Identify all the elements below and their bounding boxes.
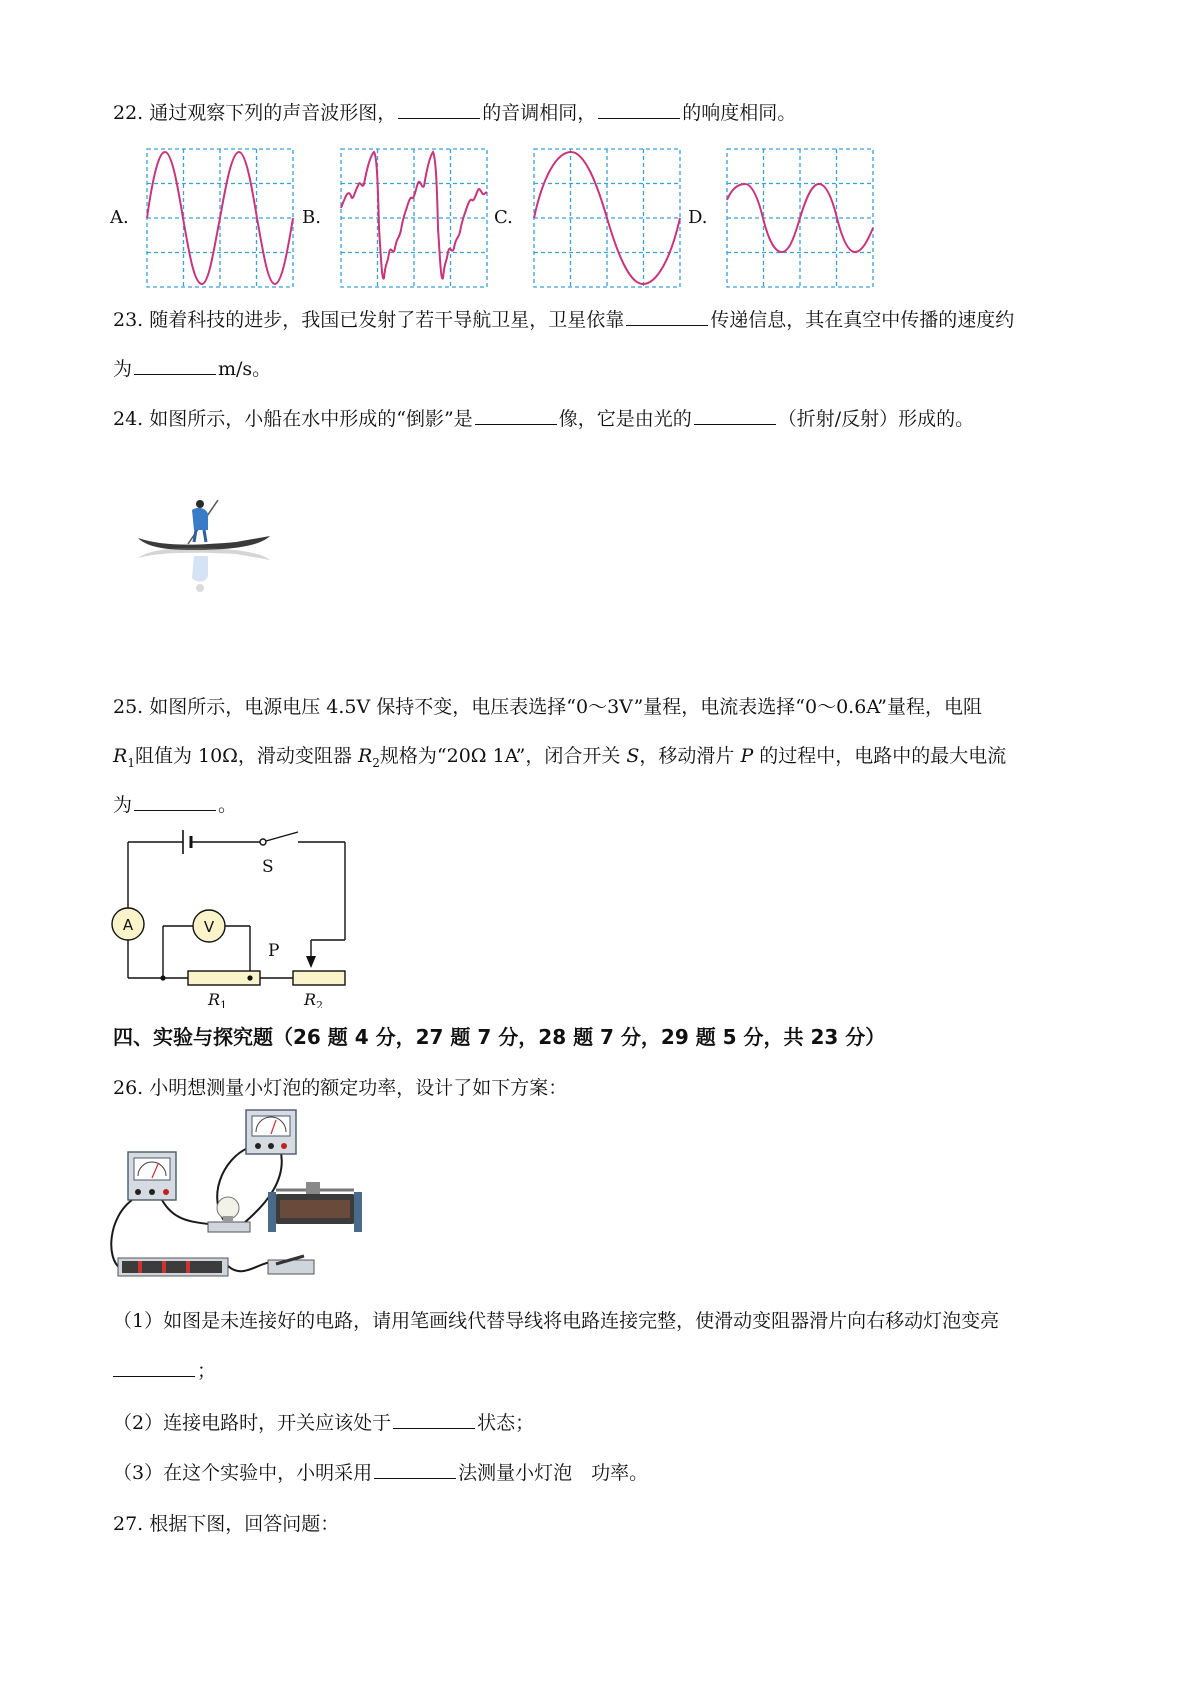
boat-reflection-figure [132, 492, 272, 602]
q22-suffix: 的响度相同。 [682, 102, 797, 124]
q24-blank-1[interactable] [475, 406, 557, 425]
q26-stem: 26. 小明想测量小灯泡的额定功率，设计了如下方案： [113, 1077, 568, 1099]
ammeter-device [128, 1152, 176, 1200]
slider-label: P [268, 941, 280, 961]
q26-part-1-answer [113, 1358, 216, 1384]
q22-option-c-label: C. [494, 207, 513, 228]
q25-line3-suffix: 。 [218, 794, 238, 816]
r1-label-sub: 1 [220, 999, 228, 1008]
circuit-diagram [108, 828, 358, 1008]
q22-option-a-label: A. [110, 207, 129, 228]
q22-prefix: 22. 通过观察下列的声音波形图， [113, 102, 397, 124]
boatman-head [196, 500, 204, 508]
q27-stem: 27. 根据下图，回答问题： [113, 1513, 340, 1535]
waveform-c [533, 148, 681, 288]
q26-blank-2[interactable] [393, 1410, 475, 1429]
r1-label: R [208, 990, 221, 1008]
q25-slider-symbol: P [740, 745, 754, 767]
svg-text:R1 [207, 990, 227, 1008]
knife-switch [268, 1256, 314, 1274]
q23-line1-suffix: 传递信息，其在真空中传播的速度约 [710, 309, 1015, 331]
rheostat-device [268, 1182, 362, 1232]
q25-r1-symbol: R [113, 745, 128, 767]
q24-stem [113, 406, 974, 432]
q22-blank-2[interactable] [598, 100, 680, 119]
q22-middle: 的音调相同， [482, 102, 597, 124]
ammeter-label: A [122, 916, 134, 934]
q24-prefix: 24. 如图所示，小船在水中形成的“倒影”是 [113, 408, 473, 430]
section-4-heading: 四、实验与探究题（26 题 4 分，27 题 7 分，28 题 7 分，29 题 5 分，共 23 分） [113, 1025, 886, 1049]
q25-line-1: 25. 如图所示，电源电压 4.5V 保持不变，电压表选择“0～3V”量程，电流表选择“0～0.6A”量程，电阻 [113, 696, 982, 718]
q25-line2-c: ，移动滑片 [639, 745, 741, 767]
q26-part-1-end: ； [197, 1360, 217, 1382]
q25-line2-b: 规格为“20Ω 1A”，闭合开关 [379, 745, 627, 767]
q23-line-2 [113, 356, 271, 382]
q26-blank-1[interactable] [113, 1358, 195, 1377]
waveform-b [340, 148, 488, 288]
q22-blank-1[interactable] [398, 100, 480, 119]
q26-p3-prefix: （3）在这个实验中，小明采用 [113, 1462, 373, 1484]
q25-r1-subscript: 1 [127, 755, 135, 770]
waveform-a [146, 148, 294, 288]
switch-label: S [262, 857, 274, 877]
switch-blade [266, 832, 298, 841]
q23-line2-prefix: 为 [113, 358, 133, 380]
experiment-apparatus-figure [108, 1108, 398, 1278]
q26-p2-suffix: 状态； [477, 1412, 535, 1434]
q23-line-1 [113, 307, 1014, 333]
slider-arrow [306, 956, 316, 968]
waveform-d [726, 148, 874, 288]
r2-label: R [304, 990, 317, 1008]
q23-line1-prefix: 23. 随着科技的进步，我国已发射了若干导航卫星，卫星依靠 [113, 309, 625, 331]
q25-blank[interactable] [134, 792, 216, 811]
q26-part-1: （1）如图是未连接好的电路，请用笔画线代替导线将电路连接完整，使滑动变阻器滑片向右移动灯泡变亮 [113, 1310, 1000, 1332]
q22-stem [113, 100, 796, 126]
q25-line-3 [113, 792, 237, 818]
svg-text:R2 [303, 990, 323, 1008]
q26-p3-suffix: 法测量小灯泡 功率。 [458, 1462, 649, 1484]
q23-blank-1[interactable] [626, 307, 708, 326]
r2-label-sub: 2 [316, 999, 324, 1008]
q26-blank-3[interactable] [374, 1460, 456, 1479]
q26-part-2 [113, 1410, 534, 1436]
q23-blank-2[interactable] [134, 356, 216, 375]
battery-pack [118, 1258, 228, 1276]
q25-switch-symbol: S [626, 745, 640, 767]
q24-blank-2[interactable] [694, 406, 776, 425]
q25-line2-d: 的过程中，电路中的最大电流 [753, 745, 1007, 767]
q24-suffix: （折射/反射）形成的。 [777, 408, 975, 430]
rheostat-r2 [293, 971, 345, 985]
q22-option-d-label: D. [688, 207, 708, 228]
switch-pivot [260, 839, 266, 845]
q25-r2-subscript: 2 [372, 755, 380, 770]
q26-p2-prefix: （2）连接电路时，开关应该处于 [113, 1412, 392, 1434]
q26-part-3 [113, 1460, 648, 1486]
q25-line-2 [113, 743, 1006, 776]
light-bulb [208, 1197, 250, 1232]
q25-line2-a: 阻值为 10Ω，滑动变阻器 [134, 745, 358, 767]
q22-option-b-label: B. [302, 207, 321, 228]
q25-line3-prefix: 为 [113, 794, 133, 816]
q25-r2-symbol: R [357, 745, 373, 767]
q24-middle: 像，它是由光的 [558, 408, 692, 430]
q23-line2-suffix: m/s。 [218, 358, 272, 380]
boatman-body [192, 508, 208, 530]
voltmeter-device [246, 1110, 296, 1154]
voltmeter-label: V [203, 918, 215, 936]
